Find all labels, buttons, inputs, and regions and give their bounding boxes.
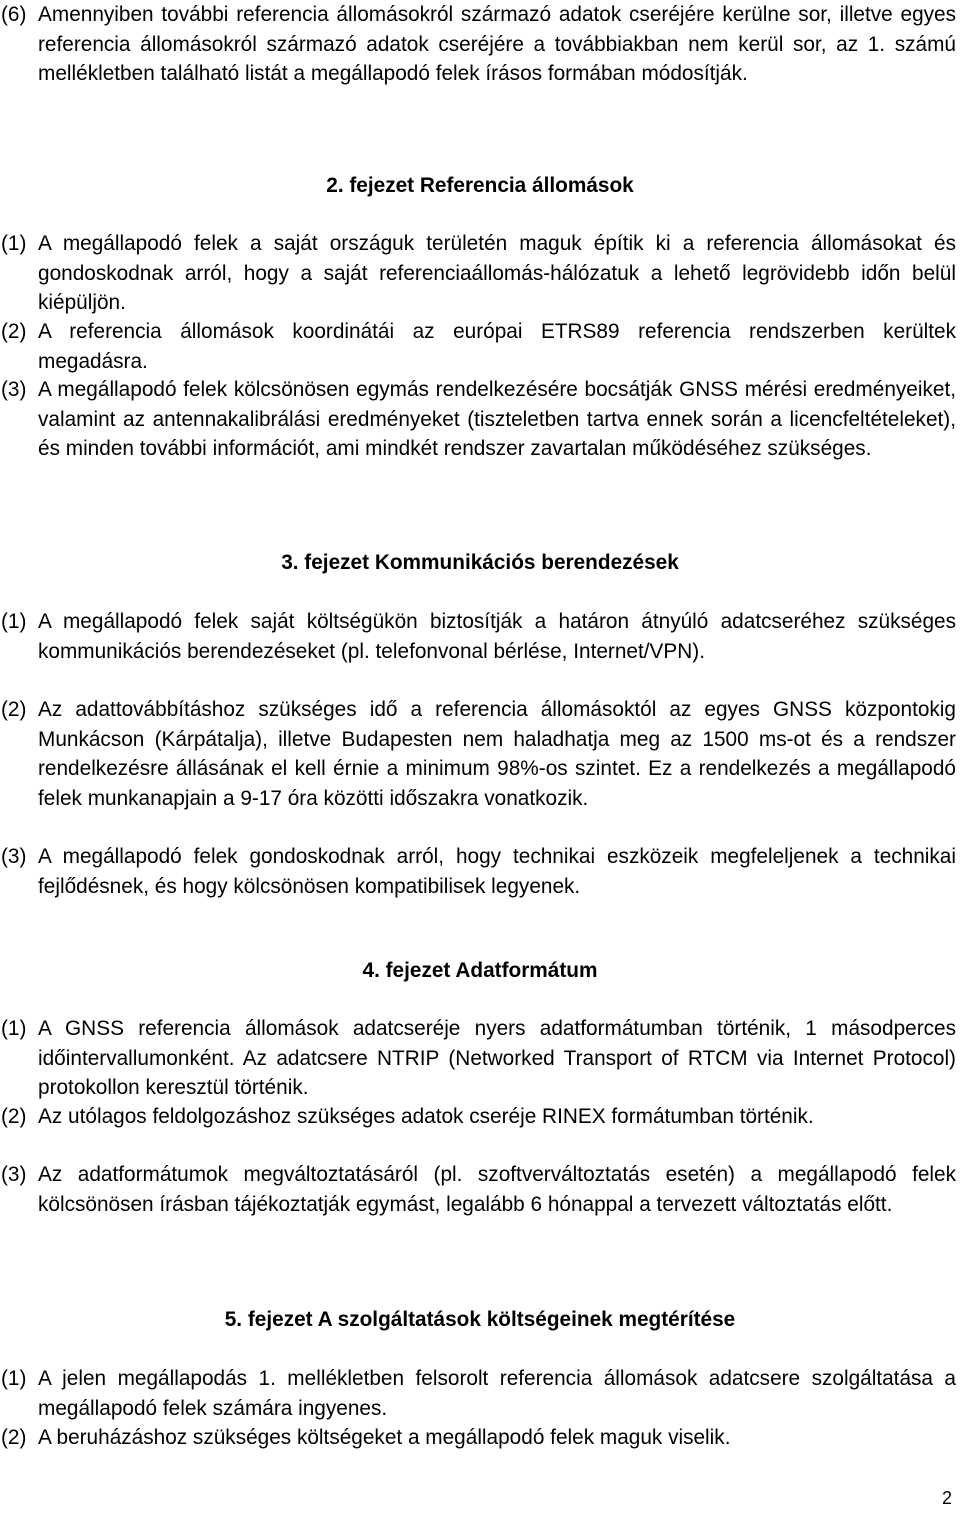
- item-number: (2): [1, 698, 27, 721]
- item-text: A megállapodó felek saját költségükön biztosítják a határon átnyúló adatcseréhez szükséges kommunikációs berendezéseket (pl. telefonvonal bérlése, Internet/VPN).: [38, 610, 956, 663]
- item-text: A megállapodó felek gondoskodnak arról, hogy technikai eszközeik megfeleljenek a technikai fejlődésnek, és hogy kölcsönösen kompatibilisek legyenek.: [38, 845, 956, 898]
- item-number: (3): [1, 378, 27, 401]
- page-number: 2: [941, 1488, 952, 1508]
- section-number: 4. fejezet: [362, 959, 451, 982]
- item-number: (1): [1, 1017, 27, 1040]
- section-heading-4: [0, 956, 960, 986]
- item-number: (1): [1, 610, 27, 633]
- item-text: A beruházáshoz szükséges költségeket a megállapodó felek maguk viselik.: [38, 1426, 731, 1449]
- item-text: A megállapodó felek kölcsönösen egymás rendelkezésére bocsátják GNSS mérési eredményeiket, valamint az antennakalibrálási eredményeket (tiszteletben tartva ennek során a licencfeltételeket), és minden további információt, ami mindkét rendszer zavartalan működéséhez szükséges.: [38, 378, 956, 460]
- section-3-item-1: [1, 607, 956, 666]
- section-number: 2. fejezet: [326, 174, 415, 197]
- item-text: A referencia állomások koordinátái az európai ETRS89 referencia rendszerben kerültek megadásra.: [38, 320, 956, 373]
- item-text: Az adatformátumok megváltoztatásáról (pl. szoftverváltoztatás esetén) a megállapodó felek kölcsönösen írásban tájékoztatják egymást, legalább 6 hónappal a tervezett változtatás előtt.: [38, 1163, 956, 1216]
- item-number: (3): [1, 845, 27, 868]
- section-2-item-3: [1, 375, 956, 464]
- item-number: (1): [1, 232, 27, 255]
- item-number: (2): [1, 1105, 27, 1128]
- item-text: A megállapodó felek a saját országuk területén maguk építik ki a referencia állomásokat és gondoskodnak arról, hogy a saját referenciaállomás-hálózatuk a lehető legrövidebb időn belül kiépüljön.: [38, 232, 956, 314]
- section-4-item-1: [1, 1014, 956, 1103]
- section-5-item-1: [1, 1364, 956, 1423]
- section-2-item-1: [1, 229, 956, 318]
- item-text: Az utólagos feldolgozáshoz szükséges adatok cseréje RINEX formátumban történik.: [38, 1105, 814, 1128]
- section-title: Kommunikációs berendezések: [374, 551, 679, 574]
- section-title: Referencia állomások: [419, 174, 634, 197]
- section-number: 5. fejezet: [224, 1308, 313, 1331]
- item-text: Amennyiben további referencia állomásokról származó adatok cseréjére kerülne sor, illetve egyes referencia állomásokról származó adatok cseréjére a továbbiakban nem kerül sor, az 1. számú mellékletben található listát a megállapodó felek írásos formában módosítják.: [38, 3, 956, 85]
- section-heading-5: [0, 1305, 960, 1335]
- section-3-item-3: [1, 842, 956, 901]
- item-number: (1): [1, 1367, 27, 1390]
- section-title: A szolgáltatások költségeinek megtérítése: [317, 1308, 736, 1331]
- item-number: (2): [1, 1426, 27, 1449]
- section-heading-3: [0, 548, 960, 578]
- item-text: A GNSS referencia állomások adatcseréje nyers adatformátumban történik, 1 másodperces időintervallumonként. Az adatcsere NTRIP (Networked Transport of RTCM via Internet Protocol) protokollon keresztül történik.: [38, 1017, 956, 1099]
- section-number: 3. fejezet: [281, 551, 370, 574]
- section-title: Adatformátum: [455, 959, 598, 982]
- section-2-item-2: [1, 317, 956, 376]
- item-number: (6): [1, 3, 27, 26]
- section-5-item-2: [1, 1423, 956, 1453]
- section-4-item-2: [1, 1102, 956, 1132]
- section-heading-2: [0, 171, 960, 201]
- item-number: (2): [1, 320, 27, 343]
- section-4-item-3: [1, 1160, 956, 1219]
- section-3-item-2: [1, 695, 956, 813]
- item-text: Az adattovábbításhoz szükséges idő a referencia állomásoktól az egyes GNSS központokig Munkácson (Kárpátalja), illetve Budapesten nem haladhatja meg az 1500 ms-ot és a rendszer rendelkezésre állásának el kell érnie a minimum 98%-os szintet. Ez a rendelkezés a megállapodó felek munkanapjain a 9-17 óra közötti időszakra vonatkozik.: [38, 698, 956, 810]
- item-number: (3): [1, 1163, 27, 1186]
- intro-paragraph: [1, 0, 956, 89]
- item-text: A jelen megállapodás 1. mellékletben felsorolt referencia állomások adatcsere szolgáltatása a megállapodó felek számára ingyenes.: [38, 1367, 956, 1420]
